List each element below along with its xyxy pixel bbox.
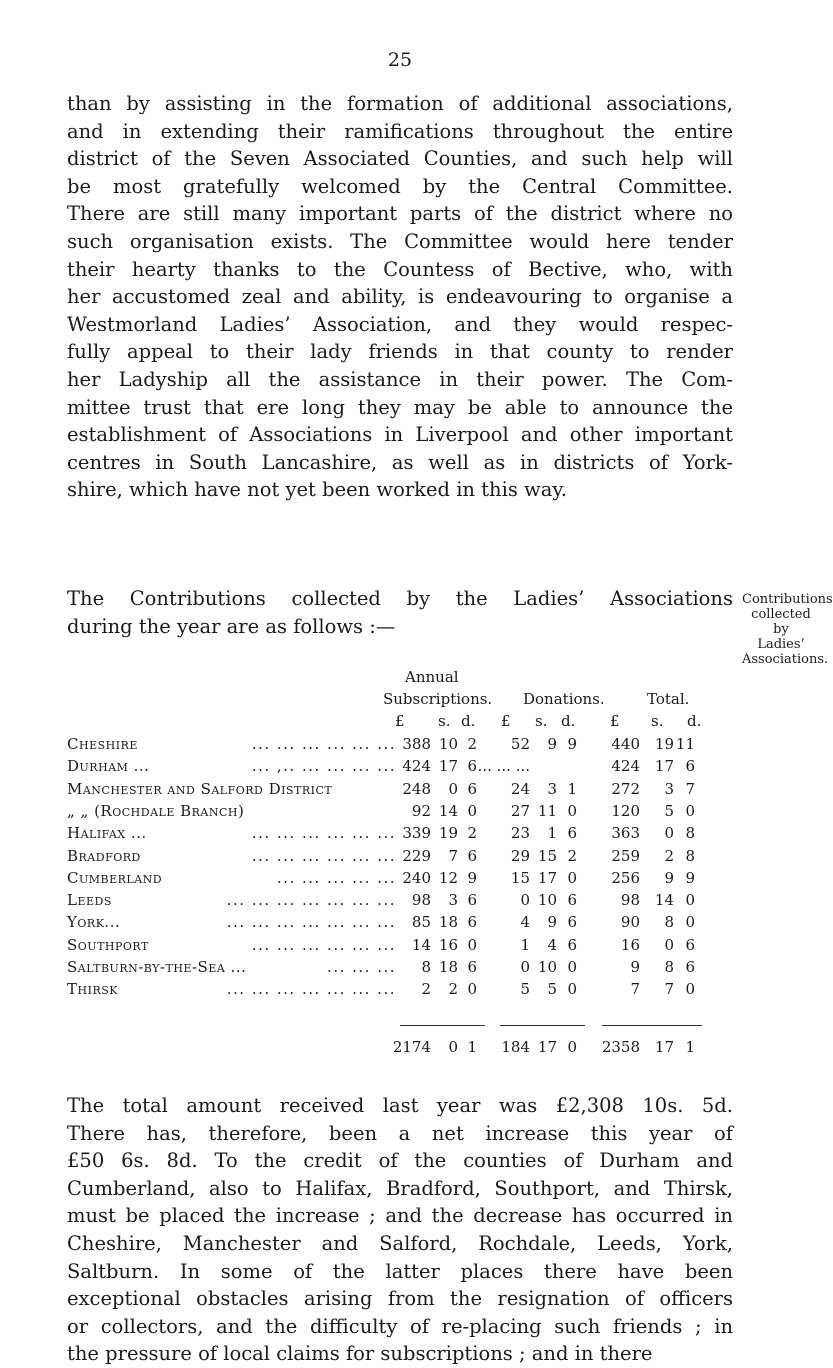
cell-sl: 248 <box>402 779 431 798</box>
row-leader-dots: ... ... ... ... ... ... ... <box>226 980 396 999</box>
cell-sd: 6 <box>467 779 477 798</box>
cell-sd: 6 <box>467 891 477 910</box>
table-row <box>0 824 800 846</box>
cell-ds: 5 <box>547 980 557 999</box>
row-county: Cumberland <box>67 868 163 887</box>
text-line: Cumberland, also to Halifax, Bradford, Southport, and Thirsk, <box>67 1176 733 1200</box>
cell-td: 6 <box>685 935 695 954</box>
text-line: fully appeal to their lady friends in that county to render <box>67 340 733 364</box>
cell-sd: 2 <box>467 735 477 753</box>
text-line: establishment of Associations in Liverpool and other important <box>67 423 733 447</box>
text-line: shire, which have not yet been worked in this way. <box>67 478 567 502</box>
total-tl: 2358 <box>601 1038 640 1056</box>
cell-ss: 14 <box>438 801 458 820</box>
row-county: York... <box>67 913 121 932</box>
cell-dl: 0 <box>520 958 530 976</box>
cell-ss: 3 <box>448 891 458 910</box>
cell-ss: 7 <box>448 846 458 865</box>
cell-dd: 6 <box>567 891 577 910</box>
text-line: their hearty thanks to the Countess of Bective, who, with <box>67 257 733 281</box>
cell-dl: 23 <box>510 824 530 843</box>
row-county: Bradford <box>67 846 141 865</box>
cell-sd: 0 <box>467 801 477 820</box>
header-unit: £ <box>395 712 405 730</box>
row-leader-dots: ... ... ... ... ... ... <box>251 935 396 954</box>
text-line: There are still many important parts of the district where no <box>67 202 733 226</box>
cell-sl: 85 <box>411 913 431 932</box>
text-line: mittee trust that ere long they may be able to announce the <box>67 395 733 419</box>
row-leader-dots: ... ... ... ... ... ... ... <box>226 891 396 910</box>
cell-ss: 16 <box>438 935 458 954</box>
cell-td: 6 <box>685 757 695 776</box>
cell-dl: 24 <box>510 779 530 798</box>
cell-td: 8 <box>685 846 695 865</box>
cell-ds: 10 <box>537 958 557 976</box>
cell-ss: 17 <box>438 757 458 776</box>
row-county: Southport <box>67 935 149 954</box>
text-line: during the year are as follows :— <box>67 614 396 638</box>
cell-sd: 2 <box>467 824 477 843</box>
cell-tl: 363 <box>611 824 640 843</box>
cell-ss: 18 <box>438 958 458 976</box>
margin-note-line: collected by <box>751 607 811 637</box>
cell-sl: 388 <box>402 735 431 753</box>
text-line: her accustomed zeal and ability, is endeavouring to organise a <box>67 285 733 309</box>
cell-ss: 12 <box>438 868 458 887</box>
cell-dl: 52 <box>510 735 530 753</box>
total-dd: 0 <box>567 1038 577 1056</box>
cell-sl: 8 <box>421 958 431 976</box>
cell-ss: 18 <box>438 913 458 932</box>
row-leader-dots: ... ,.. ... ... ... ... <box>251 757 396 776</box>
cell-ts: 0 <box>664 935 674 954</box>
cell-ts: 19 <box>654 735 674 753</box>
paragraph-net-increase <box>67 1092 733 1368</box>
cell-sd: 0 <box>467 935 477 954</box>
cell-ts: 7 <box>664 980 674 999</box>
rule-donations <box>500 1025 585 1026</box>
cell-tl: 424 <box>611 757 640 776</box>
text-line: centres in South Lancashire, as well as in districts of York- <box>67 450 733 474</box>
cell-dl: 0 <box>520 891 530 910</box>
cell-tl: 98 <box>620 891 640 910</box>
text-line: district of the Seven Associated Counties, and such help will <box>67 147 733 171</box>
text-line: such organisation exists. The Committee would here tender <box>67 229 733 253</box>
row-leader-dots: ... ... ... ... ... ... <box>251 824 396 843</box>
cell-sl: 240 <box>402 868 431 887</box>
rule-total <box>602 1025 702 1026</box>
cell-sd: 6 <box>467 958 477 976</box>
cell-td: 11 <box>675 735 695 753</box>
text-line: the pressure of local claims for subscriptions ; and in there <box>67 1342 653 1366</box>
cell-td: 9 <box>685 868 695 887</box>
cell-ss: 19 <box>438 824 458 843</box>
rule-subscriptions <box>400 1025 485 1026</box>
paragraph-associations <box>67 90 733 504</box>
cell-td: 0 <box>685 913 695 932</box>
cell-sl: 424 <box>402 757 431 776</box>
text-line: Saltburn. In some of the latter places there have been <box>67 1259 733 1283</box>
table-row <box>0 847 800 869</box>
cell-dd: 6 <box>567 935 577 954</box>
cell-dl: 27 <box>510 801 530 820</box>
cell-dd: 9 <box>567 735 577 753</box>
cell-tl: 120 <box>611 801 640 820</box>
cell-tl: 9 <box>630 958 640 976</box>
cell-ds: 4 <box>547 935 557 954</box>
table-row <box>0 936 800 958</box>
text-line: The total amount received last year was £2,308 10s. 5d. <box>67 1094 733 1117</box>
cell-ts: 0 <box>664 824 674 843</box>
cell-dd: 0 <box>567 801 577 820</box>
row-leader-dots: ... ... ... ... ... ... ... <box>226 913 396 932</box>
cell-td: 0 <box>685 801 695 820</box>
cell-ss: 2 <box>448 980 458 999</box>
cell-dl: ... ... ... <box>477 757 530 776</box>
cell-sl: 2 <box>421 980 431 999</box>
cell-tl: 7 <box>630 980 640 999</box>
table-row <box>0 891 800 913</box>
table-row <box>0 958 800 980</box>
cell-sd: 6 <box>467 913 477 932</box>
cell-dd: 0 <box>567 958 577 976</box>
header-donations: Donations. <box>523 690 605 708</box>
text-line: exceptional obstacles arising from the resignation of officers <box>67 1287 733 1311</box>
cell-sd: 6 <box>467 846 477 865</box>
cell-tl: 16 <box>620 935 640 954</box>
total-sd: 1 <box>467 1038 477 1056</box>
cell-dl: 4 <box>520 913 530 932</box>
row-leader-dots: ... ... ... ... ... <box>276 868 396 887</box>
text-line: Cheshire, Manchester and Salford, Rochdale, Leeds, York, <box>67 1231 733 1255</box>
cell-ts: 3 <box>664 779 674 798</box>
cell-sd: 0 <box>467 980 477 999</box>
table-row <box>0 980 800 1002</box>
table-row <box>0 869 800 891</box>
cell-ds: 15 <box>537 846 557 865</box>
cell-dd: 0 <box>567 868 577 887</box>
cell-td: 6 <box>685 958 695 976</box>
cell-ds: 11 <box>537 801 557 820</box>
header-unit: s. <box>438 712 451 730</box>
header-unit: £ <box>610 712 620 730</box>
header-unit: s. <box>651 712 664 730</box>
cell-dd: 1 <box>567 779 577 798</box>
text-line: or collectors, and the difficulty of re-placing such friends ; in <box>67 1314 733 1338</box>
text-line: her Ladyship all the assistance in their power. The Com- <box>67 367 733 391</box>
text-line: The Contributions collected by the Ladies’ Associations <box>67 587 733 610</box>
row-county: Thirsk <box>67 980 118 999</box>
cell-ds: 9 <box>547 913 557 932</box>
cell-dl: 15 <box>510 868 530 887</box>
paragraph-contributions-intro <box>67 585 733 640</box>
cell-ts: 17 <box>654 757 674 776</box>
header-unit: d. <box>687 712 702 730</box>
text-line: £50 6s. 8d. To the credit of the counties of Durham and <box>67 1149 733 1173</box>
total-ss: 0 <box>448 1038 458 1056</box>
cell-ts: 8 <box>664 958 674 976</box>
row-county: Saltburn-by-the-Sea ... <box>67 958 247 976</box>
cell-ts: 8 <box>664 913 674 932</box>
cell-ds: 17 <box>537 868 557 887</box>
text-line: There has, therefore, been a net increase this year of <box>67 1121 733 1145</box>
header-unit: d. <box>561 712 576 730</box>
text-line: and in extending their ramifications throughout the entire <box>67 119 733 143</box>
header-unit: d. <box>461 712 476 730</box>
cell-ds: 3 <box>547 779 557 798</box>
margin-note-line: Associations. <box>742 652 829 667</box>
cell-ds: 1 <box>547 824 557 843</box>
cell-td: 8 <box>685 824 695 843</box>
cell-dl: 1 <box>520 935 530 954</box>
header-unit: £ <box>501 712 511 730</box>
cell-dd: 0 <box>567 980 577 999</box>
cell-ds: 9 <box>547 735 557 753</box>
cell-sl: 92 <box>411 801 431 820</box>
header-total: Total. <box>647 690 690 708</box>
cell-ds: 10 <box>537 891 557 910</box>
text-line: be most gratefully welcomed by the Central Committee. <box>67 174 733 198</box>
text-line: must be placed the increase ; and the decrease has occurred in <box>67 1204 733 1228</box>
header-subscriptions: Subscriptions. <box>383 690 493 708</box>
cell-ts: 2 <box>664 846 674 865</box>
cell-tl: 256 <box>611 868 640 887</box>
table-row <box>0 913 800 935</box>
cell-td: 0 <box>685 891 695 910</box>
total-sl: 2174 <box>392 1038 431 1056</box>
cell-ts: 5 <box>664 801 674 820</box>
cell-ss: 10 <box>438 735 458 753</box>
row-county: „ „ (Rochdale Branch) <box>67 801 245 820</box>
cell-dl: 5 <box>520 980 530 999</box>
cell-dl: 29 <box>510 846 530 865</box>
row-county: Leeds <box>67 891 112 910</box>
total-td: 1 <box>685 1038 695 1056</box>
cell-ts: 9 <box>664 868 674 887</box>
row-county: Manchester and Salford District <box>67 779 333 798</box>
text-line: than by assisting in the formation of additional associations, <box>67 92 733 115</box>
cell-sd: 9 <box>467 868 477 887</box>
cell-ss: 0 <box>448 779 458 798</box>
cell-dd: 6 <box>567 913 577 932</box>
row-county: Halifax ... <box>67 824 147 843</box>
row-county: Durham ... <box>67 757 150 776</box>
text-line: Westmorland Ladies’ Association, and they would respec- <box>67 312 733 336</box>
total-ds: 17 <box>537 1038 557 1056</box>
table-row <box>0 735 800 757</box>
header-unit: s. <box>535 712 548 730</box>
table-row <box>0 780 800 802</box>
cell-sl: 229 <box>402 846 431 865</box>
cell-dd: 6 <box>567 824 577 843</box>
cell-sl: 98 <box>411 891 431 910</box>
cell-ts: 14 <box>654 891 674 910</box>
cell-tl: 259 <box>611 846 640 865</box>
row-leader-dots: ... ... ... <box>327 958 396 976</box>
cell-td: 7 <box>685 779 695 798</box>
header-annual: Annual <box>405 668 459 686</box>
cell-sd: 6 <box>467 757 477 776</box>
margin-note <box>742 592 833 667</box>
cell-tl: 90 <box>620 913 640 932</box>
cell-tl: 440 <box>611 735 640 753</box>
cell-tl: 272 <box>611 779 640 798</box>
row-county: Cheshire <box>67 735 138 753</box>
total-dl: 184 <box>501 1038 530 1056</box>
margin-note-line: Contributions <box>742 592 833 607</box>
cell-dd: 2 <box>567 846 577 865</box>
row-leader-dots: ... ... ... ... ... ... <box>251 735 396 753</box>
row-leader-dots: ... ... ... ... ... ... <box>251 846 396 865</box>
cell-td: 0 <box>685 980 695 999</box>
page-number: 25 <box>387 49 413 71</box>
margin-note-line: Ladies’ <box>757 637 805 652</box>
table-row <box>0 802 800 824</box>
table-row <box>0 757 800 779</box>
cell-sl: 339 <box>402 824 431 843</box>
total-ts: 17 <box>654 1038 674 1056</box>
cell-sl: 14 <box>411 935 431 954</box>
